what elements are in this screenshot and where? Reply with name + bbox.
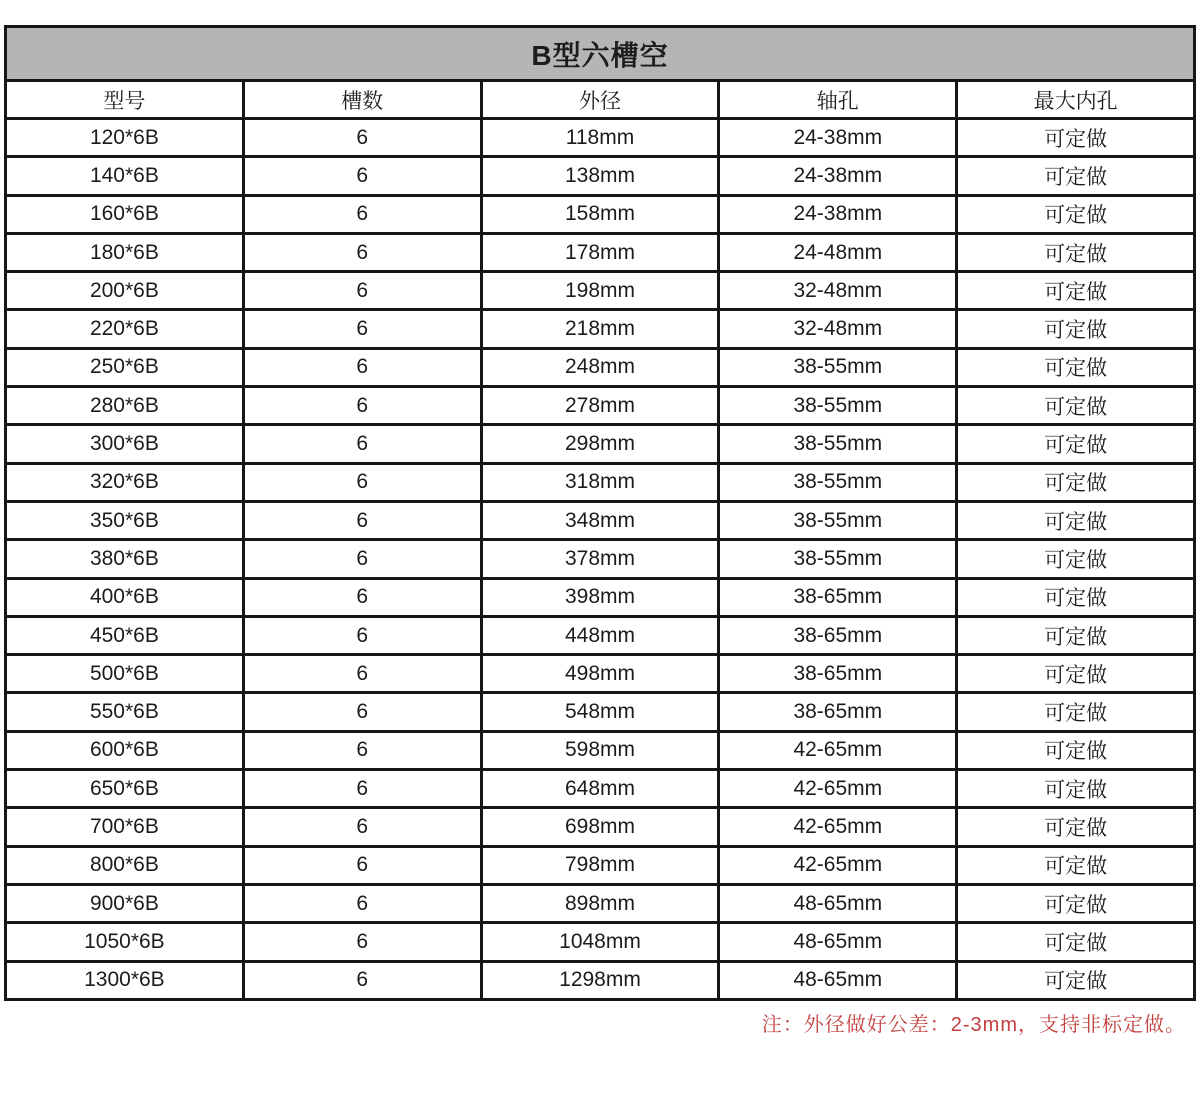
cell-outer-diameter: 278mm [481, 387, 719, 425]
table-row [6, 884, 1195, 922]
table-row [6, 233, 1195, 271]
cell-slot-count: 6 [243, 463, 481, 501]
cell-max-bore: 可定做 [957, 272, 1195, 310]
table-row [6, 808, 1195, 846]
cell-shaft-hole: 32-48mm [719, 272, 957, 310]
cell-shaft-hole: 38-55mm [719, 463, 957, 501]
cell-model: 200*6B [6, 272, 244, 310]
col-header-outer-diameter: 外径 [481, 81, 719, 119]
cell-max-bore: 可定做 [957, 425, 1195, 463]
cell-outer-diameter: 298mm [481, 425, 719, 463]
cell-max-bore: 可定做 [957, 961, 1195, 999]
cell-outer-diameter: 698mm [481, 808, 719, 846]
cell-max-bore: 可定做 [957, 119, 1195, 157]
table-row [6, 387, 1195, 425]
cell-shaft-hole: 38-65mm [719, 655, 957, 693]
title-row [6, 27, 1195, 81]
cell-max-bore: 可定做 [957, 463, 1195, 501]
cell-outer-diameter: 398mm [481, 578, 719, 616]
cell-model: 700*6B [6, 808, 244, 846]
cell-model: 220*6B [6, 310, 244, 348]
cell-outer-diameter: 218mm [481, 310, 719, 348]
table-row [6, 272, 1195, 310]
cell-outer-diameter: 448mm [481, 616, 719, 654]
spec-table [4, 25, 1196, 1001]
cell-model: 280*6B [6, 387, 244, 425]
cell-outer-diameter: 598mm [481, 731, 719, 769]
col-header-model: 型号 [6, 81, 244, 119]
cell-outer-diameter: 248mm [481, 348, 719, 386]
cell-model: 650*6B [6, 770, 244, 808]
cell-model: 450*6B [6, 616, 244, 654]
cell-max-bore: 可定做 [957, 233, 1195, 271]
cell-outer-diameter: 318mm [481, 463, 719, 501]
cell-shaft-hole: 24-38mm [719, 119, 957, 157]
table-row [6, 540, 1195, 578]
cell-outer-diameter: 158mm [481, 195, 719, 233]
cell-slot-count: 6 [243, 655, 481, 693]
cell-max-bore: 可定做 [957, 540, 1195, 578]
table-row [6, 923, 1195, 961]
cell-shaft-hole: 38-55mm [719, 387, 957, 425]
cell-model: 900*6B [6, 884, 244, 922]
cell-model: 380*6B [6, 540, 244, 578]
cell-max-bore: 可定做 [957, 693, 1195, 731]
cell-slot-count: 6 [243, 578, 481, 616]
cell-shaft-hole: 24-38mm [719, 195, 957, 233]
cell-model: 300*6B [6, 425, 244, 463]
cell-shaft-hole: 38-55mm [719, 348, 957, 386]
cell-max-bore: 可定做 [957, 731, 1195, 769]
cell-outer-diameter: 348mm [481, 501, 719, 539]
cell-slot-count: 6 [243, 616, 481, 654]
table-row [6, 119, 1195, 157]
cell-max-bore: 可定做 [957, 157, 1195, 195]
cell-slot-count: 6 [243, 731, 481, 769]
cell-outer-diameter: 648mm [481, 770, 719, 808]
cell-slot-count: 6 [243, 119, 481, 157]
table-row [6, 616, 1195, 654]
table-body [6, 119, 1195, 1000]
cell-shaft-hole: 42-65mm [719, 770, 957, 808]
cell-model: 140*6B [6, 157, 244, 195]
cell-shaft-hole: 42-65mm [719, 731, 957, 769]
table-row [6, 655, 1195, 693]
cell-outer-diameter: 798mm [481, 846, 719, 884]
table-row [6, 157, 1195, 195]
cell-max-bore: 可定做 [957, 310, 1195, 348]
cell-model: 320*6B [6, 463, 244, 501]
cell-max-bore: 可定做 [957, 195, 1195, 233]
cell-model: 180*6B [6, 233, 244, 271]
cell-slot-count: 6 [243, 195, 481, 233]
table-row [6, 770, 1195, 808]
cell-slot-count: 6 [243, 846, 481, 884]
table-row [6, 961, 1195, 999]
cell-shaft-hole: 48-65mm [719, 884, 957, 922]
cell-outer-diameter: 118mm [481, 119, 719, 157]
cell-max-bore: 可定做 [957, 923, 1195, 961]
cell-slot-count: 6 [243, 233, 481, 271]
table-row [6, 463, 1195, 501]
table-row [6, 195, 1195, 233]
table-row [6, 501, 1195, 539]
cell-shaft-hole: 38-55mm [719, 501, 957, 539]
cell-max-bore: 可定做 [957, 808, 1195, 846]
cell-outer-diameter: 1298mm [481, 961, 719, 999]
cell-shaft-hole: 38-55mm [719, 540, 957, 578]
cell-outer-diameter: 548mm [481, 693, 719, 731]
table-row [6, 846, 1195, 884]
cell-outer-diameter: 378mm [481, 540, 719, 578]
cell-slot-count: 6 [243, 923, 481, 961]
cell-slot-count: 6 [243, 425, 481, 463]
header-row [6, 81, 1195, 119]
cell-model: 550*6B [6, 693, 244, 731]
cell-shaft-hole: 42-65mm [719, 808, 957, 846]
cell-outer-diameter: 898mm [481, 884, 719, 922]
cell-model: 350*6B [6, 501, 244, 539]
cell-model: 400*6B [6, 578, 244, 616]
cell-max-bore: 可定做 [957, 387, 1195, 425]
cell-max-bore: 可定做 [957, 770, 1195, 808]
cell-shaft-hole: 48-65mm [719, 923, 957, 961]
cell-model: 120*6B [6, 119, 244, 157]
cell-slot-count: 6 [243, 693, 481, 731]
cell-slot-count: 6 [243, 770, 481, 808]
cell-shaft-hole: 48-65mm [719, 961, 957, 999]
cell-shaft-hole: 38-65mm [719, 693, 957, 731]
cell-outer-diameter: 1048mm [481, 923, 719, 961]
table-row [6, 578, 1195, 616]
cell-slot-count: 6 [243, 540, 481, 578]
cell-shaft-hole: 38-65mm [719, 616, 957, 654]
col-header-shaft-hole: 轴孔 [719, 81, 957, 119]
cell-shaft-hole: 24-48mm [719, 233, 957, 271]
cell-max-bore: 可定做 [957, 884, 1195, 922]
footnote: 注：外径做好公差：2-3mm，支持非标定做。 [761, 1013, 1186, 1036]
cell-max-bore: 可定做 [957, 846, 1195, 884]
cell-max-bore: 可定做 [957, 578, 1195, 616]
cell-slot-count: 6 [243, 272, 481, 310]
cell-slot-count: 6 [243, 387, 481, 425]
cell-max-bore: 可定做 [957, 348, 1195, 386]
cell-max-bore: 可定做 [957, 616, 1195, 654]
cell-slot-count: 6 [243, 808, 481, 846]
cell-model: 500*6B [6, 655, 244, 693]
cell-shaft-hole: 32-48mm [719, 310, 957, 348]
cell-slot-count: 6 [243, 310, 481, 348]
col-header-max-bore: 最大内孔 [957, 81, 1195, 119]
cell-slot-count: 6 [243, 348, 481, 386]
table-row [6, 693, 1195, 731]
cell-shaft-hole: 24-38mm [719, 157, 957, 195]
cell-outer-diameter: 178mm [481, 233, 719, 271]
cell-slot-count: 6 [243, 501, 481, 539]
table-row [6, 310, 1195, 348]
cell-slot-count: 6 [243, 884, 481, 922]
cell-slot-count: 6 [243, 157, 481, 195]
table-row [6, 348, 1195, 386]
col-header-slot-count: 槽数 [243, 81, 481, 119]
cell-model: 1050*6B [6, 923, 244, 961]
cell-shaft-hole: 42-65mm [719, 846, 957, 884]
cell-shaft-hole: 38-65mm [719, 578, 957, 616]
cell-outer-diameter: 198mm [481, 272, 719, 310]
table-title: B型六槽空 [6, 27, 1195, 81]
table-row [6, 731, 1195, 769]
cell-model: 600*6B [6, 731, 244, 769]
cell-model: 160*6B [6, 195, 244, 233]
cell-slot-count: 6 [243, 961, 481, 999]
cell-model: 250*6B [6, 348, 244, 386]
cell-max-bore: 可定做 [957, 655, 1195, 693]
cell-max-bore: 可定做 [957, 501, 1195, 539]
cell-model: 1300*6B [6, 961, 244, 999]
cell-outer-diameter: 138mm [481, 157, 719, 195]
table-row [6, 425, 1195, 463]
cell-outer-diameter: 498mm [481, 655, 719, 693]
cell-shaft-hole: 38-55mm [719, 425, 957, 463]
cell-model: 800*6B [6, 846, 244, 884]
